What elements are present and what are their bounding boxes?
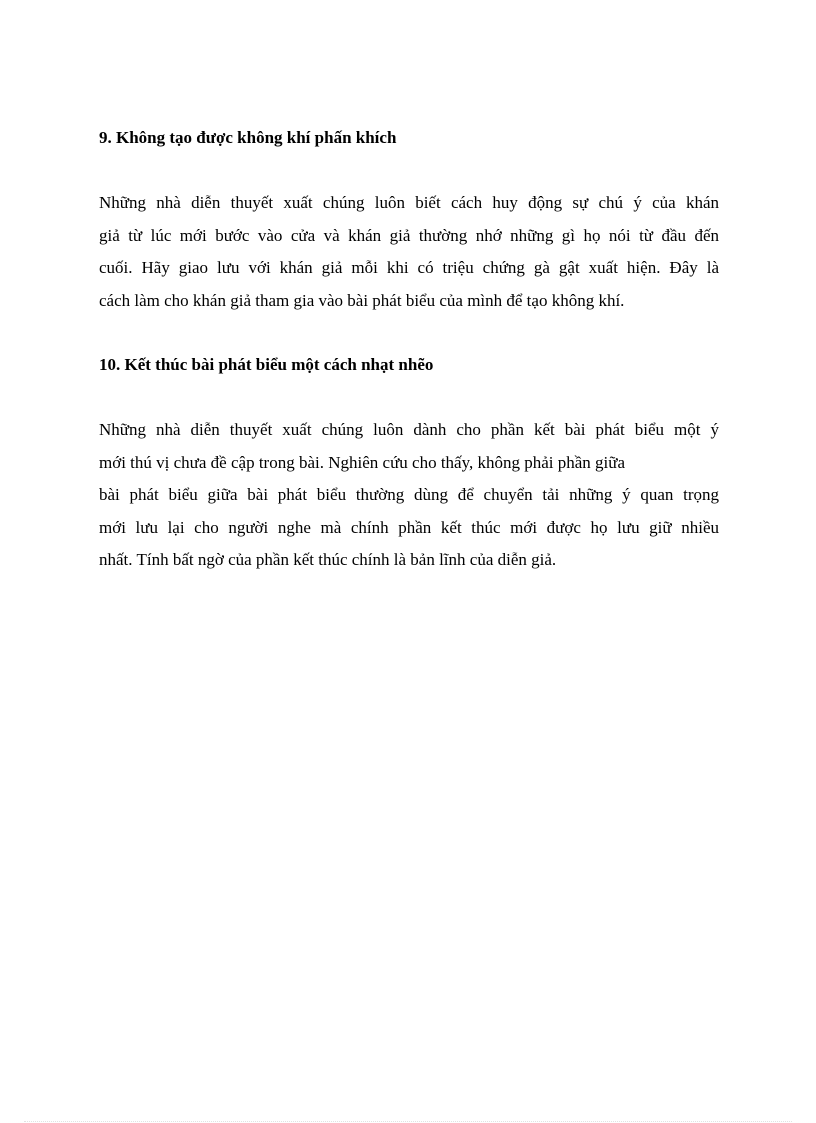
section-9-heading: 9. Không tạo được không khí phấn khích xyxy=(99,128,397,147)
paragraph-line: nhất. Tính bất ngờ của phần kết thúc chính là bản lĩnh của diễn giả. xyxy=(99,550,557,569)
section-10-paragraph xyxy=(99,414,719,577)
paragraph-line: bài phát biểu giữa bài phát biểu thường dùng để chuyển tải những ý quan trọng xyxy=(99,485,719,504)
paragraph-line: Những nhà diễn thuyết xuất chúng luôn biết cách huy động sự chú ý của khán xyxy=(99,193,719,212)
section-10-heading: 10. Kết thúc bài phát biểu một cách nhạt nhẽo xyxy=(99,355,434,374)
section-9-paragraph xyxy=(99,187,719,317)
paragraph-line: giả từ lúc mới bước vào cửa và khán giả thường nhớ những gì họ nói từ đầu đến xyxy=(99,225,719,245)
paragraph-line: mới lưu lại cho người nghe mà chính phần kết thúc mới được họ lưu giữ nhiều xyxy=(99,517,719,537)
paragraph-line: cuối. Hãy giao lưu với khán giả mỗi khi có triệu chứng gà gật xuất hiện. Đây là xyxy=(99,258,719,277)
paragraph-line: Những nhà diễn thuyết xuất chúng luôn dành cho phần kết bài phát biểu một ý xyxy=(99,420,719,439)
paragraph-line: cách làm cho khán giả tham gia vào bài phát biểu của mình để tạo không khí. xyxy=(99,290,625,310)
page-bottom-divider xyxy=(24,1121,792,1122)
document-content xyxy=(99,122,719,577)
paragraph-line: mới thú vị chưa đề cập trong bài. Nghiên cứu cho thấy, không phải phần giữa xyxy=(99,452,626,472)
